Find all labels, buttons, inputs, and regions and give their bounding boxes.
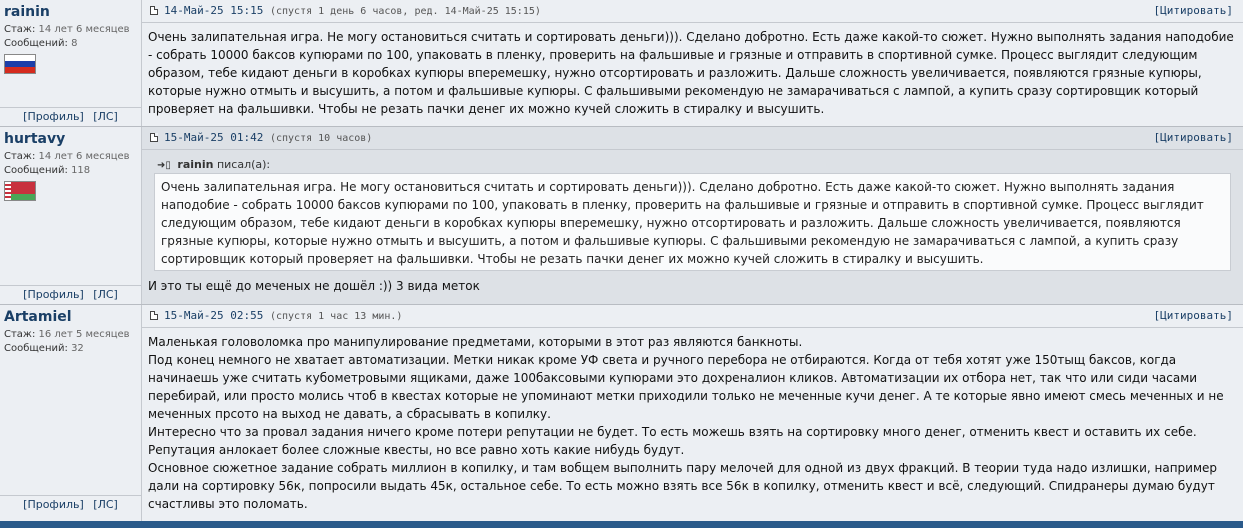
pm-link[interactable]: [ЛС] bbox=[93, 288, 118, 301]
messages-label: Сообщений: bbox=[4, 165, 68, 176]
stazh-label: Стаж: bbox=[4, 329, 36, 340]
post-hurtavy bbox=[0, 127, 1243, 305]
user-info bbox=[0, 325, 141, 356]
post-date: 15-Май-25 02:55 bbox=[164, 309, 264, 322]
post-content bbox=[142, 127, 1243, 304]
quote-header bbox=[157, 158, 1243, 171]
post-icon bbox=[150, 6, 158, 15]
post-content bbox=[142, 0, 1243, 126]
flag-ornament bbox=[5, 182, 11, 200]
belarus-flag-icon bbox=[4, 181, 36, 201]
messages-count: 8 bbox=[71, 38, 78, 49]
username-link[interactable]: rainin bbox=[4, 4, 50, 20]
quote-wrote: писал(а): bbox=[216, 158, 271, 171]
pm-link[interactable]: [ЛС] bbox=[93, 498, 118, 511]
post-date: 15-Май-25 01:42 bbox=[164, 131, 264, 144]
post-line: Интересно что за провал задания ничего кроме потери репутации не будет. То есть можешь взять на сортировку много денег, отменить квест и оставить их себе. Репутация анлокает более сложные квесты, но все равно хоть какие нибудь будут. bbox=[148, 425, 1197, 457]
username-link[interactable]: hurtavy bbox=[4, 131, 66, 147]
profile-link[interactable]: [Профиль] bbox=[23, 498, 84, 511]
post-author-panel bbox=[0, 0, 142, 126]
stazh-value: 14 лет 6 месяцев bbox=[38, 151, 130, 162]
post-meta: (спустя 1 день 6 часов, ред. 14-Май-25 15:15) bbox=[269, 6, 541, 17]
quote-author: rainin bbox=[177, 158, 214, 171]
post-icon bbox=[150, 311, 158, 320]
post-date-link[interactable] bbox=[164, 0, 541, 23]
post-header bbox=[142, 305, 1243, 328]
post-author-panel bbox=[0, 305, 142, 521]
post-artamiel bbox=[0, 305, 1243, 521]
quote-button[interactable]: [Цитировать] bbox=[1153, 4, 1233, 17]
quote-box: Очень залипательная игра. Не могу остановиться считать и сортировать деньги))). Сделано добротно. Есть даже какой-то сюжет. Нужно выполнять задания наподобие - собрать 10000 баксов купюрами по 100, упаковать в пленку, проверить на фальшивые и грязные и отправить в спортивной сумке. Процесс выглядит следующим образом, тебе кидают деньги в коробках купюры вперемешку, нужно отсортировать и разложить. Дальше сложность увеличивается, появляются грязные купюры, которые нужно отмыть и высушить, а потом и фальшивые купюры. С фальшивыми рекомендую не замарачиваться с лампой, а купить сразу сортировщик который проверяет на фальшивки. Чтобы не резать пачки денег их можно кучей сложить в стиралку и высушить. bbox=[154, 173, 1231, 271]
profile-link[interactable]: [Профиль] bbox=[23, 288, 84, 301]
post-line: Под конец немного не хватает автоматизации. Метки никак кроме УФ света и ручного перебора не отбираются. Когда от тебя хотят уже 150тыщ баксов, когда начинаешь уже считать кубометровыми ящиками, даже 100баксовыми купюрами это дохреналион кликов. Автоматизации их отбора нет, так что или сиди часами перебирай, или просто молись чтоб в квестах которые не упоминают метки приходили только не меченные кучи денег. А те которые явно имеют смесь меченных и не меченных прсото на выход не давать, а сбрасывать в копилку. bbox=[148, 353, 1224, 421]
post-meta: (спустя 10 часов) bbox=[269, 133, 373, 144]
messages-count: 118 bbox=[71, 165, 91, 176]
post-date-link[interactable] bbox=[164, 305, 402, 328]
post-date: 14-Май-25 15:15 bbox=[164, 4, 264, 17]
messages-count: 32 bbox=[71, 343, 84, 354]
profile-links bbox=[0, 285, 141, 304]
stazh-value: 14 лет 6 месяцев bbox=[38, 24, 130, 35]
messages-label: Сообщений: bbox=[4, 38, 68, 49]
profile-link[interactable]: [Профиль] bbox=[23, 110, 84, 123]
post-line: Маленькая головоломка про манипулирование предметами, которыми в этот раз являются банкноты. bbox=[148, 335, 803, 349]
post-meta: (спустя 1 час 13 мин.) bbox=[269, 311, 403, 322]
post-icon bbox=[150, 133, 158, 142]
footer-bar bbox=[0, 521, 1243, 528]
stazh-value: 16 лет 5 месяцев bbox=[38, 329, 130, 340]
quote-arrow-icon: ➜▯ bbox=[157, 160, 171, 171]
post-date-link[interactable] bbox=[164, 127, 372, 150]
pm-link[interactable]: [ЛС] bbox=[93, 110, 118, 123]
quote-button[interactable]: [Цитировать] bbox=[1153, 131, 1233, 144]
post-body: Очень залипательная игра. Не могу остановиться считать и сортировать деньги))). Сделано добротно. Есть даже какой-то сюжет. Нужно выполнять задания наподобие - собрать 10000 баксов купюрами по 100, упаковать в пленку, проверить на фальшивые и грязные и отправить в спортивной сумке. Процесс выглядит следующим образом, тебе кидают деньги в коробках купюры вперемешку, нужно отсортировать и разложить. Дальше сложность увеличивается, появляются грязные купюры, которые нужно отмыть и высушить, а потом и фальшивые купюры. С фальшивыми рекомендую не замарачиваться с лампой, а купить сразу сортировщик который проверяет на фальшивки. Чтобы не резать пачки денег их можно кучей сложить в стиралку и высушить. bbox=[148, 30, 1234, 116]
russia-flag-icon bbox=[4, 54, 36, 74]
stazh-label: Стаж: bbox=[4, 151, 36, 162]
profile-links bbox=[0, 107, 141, 126]
stazh-label: Стаж: bbox=[4, 24, 36, 35]
post-header bbox=[142, 0, 1243, 23]
post-rainin bbox=[0, 0, 1243, 127]
messages-label: Сообщений: bbox=[4, 343, 68, 354]
post-author-panel bbox=[0, 127, 142, 304]
post-header bbox=[142, 127, 1243, 150]
post-line: Основное сюжетное задание собрать миллион в копилку, и там вобщем выполнить пару мелочей для одной из двух фракций. В теории туда надо излишки, например дали на сортировку 56к, попросили выдать 45к, остальное себе. То есть можно взять все 56к в копилку, отменить квест и всё, следующий. Спидранеры думаю будут счастливы это поломать. bbox=[148, 461, 1218, 511]
username-link[interactable]: Artamiel bbox=[4, 309, 72, 325]
profile-links bbox=[0, 495, 141, 514]
user-info bbox=[0, 147, 141, 178]
quote-button[interactable]: [Цитировать] bbox=[1153, 309, 1233, 322]
post-content bbox=[142, 305, 1243, 521]
user-info bbox=[0, 20, 141, 51]
post-body bbox=[142, 328, 1243, 517]
post-body: И это ты ещё до меченых не дошёл :)) 3 вида меток bbox=[148, 279, 480, 293]
